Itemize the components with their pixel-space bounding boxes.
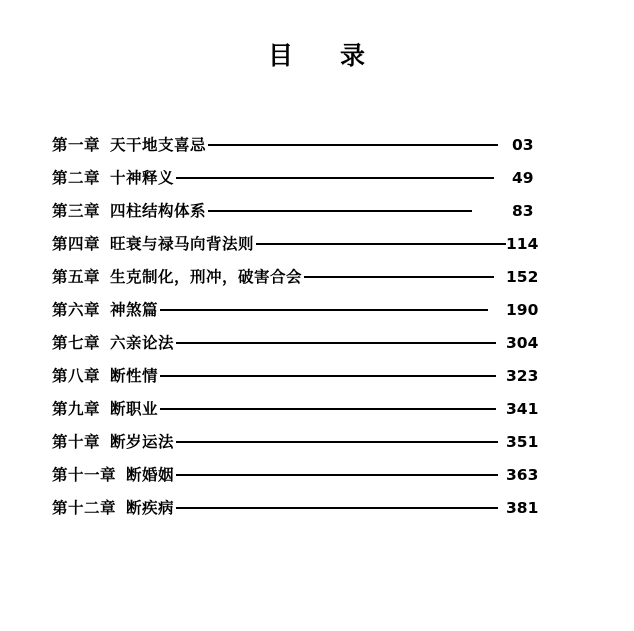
toc-chapter-label: 第九章 [52, 400, 101, 418]
toc-entry-title: 十神释义 [110, 169, 175, 187]
toc-chapter-label: 第十一章 [52, 466, 117, 484]
dot-leader [160, 309, 488, 310]
toc-page-number: 03 [512, 136, 534, 154]
toc-chapter-label: 第七章 [52, 334, 101, 352]
toc-page-number: 351 [506, 433, 539, 451]
dot-leader [160, 375, 496, 376]
toc-chapter-label: 第八章 [52, 367, 101, 385]
toc-entry[interactable] [52, 232, 540, 265]
toc-entry-title: 断职业 [110, 400, 159, 418]
dot-leader [176, 177, 494, 178]
page-title [0, 36, 634, 72]
toc-entry-title: 旺衰与禄马向背法则 [110, 235, 255, 253]
toc-chapter-label: 第三章 [52, 202, 101, 220]
toc-entry[interactable] [52, 265, 540, 298]
toc-page-number: 363 [506, 466, 539, 484]
toc-chapter-label: 第一章 [52, 136, 101, 154]
toc-page-number: 114 [506, 235, 539, 253]
toc-entry[interactable] [52, 397, 540, 430]
toc-entry-title: 断疾病 [126, 499, 175, 517]
toc-entry-title: 神煞篇 [110, 301, 159, 319]
dot-leader [208, 210, 472, 211]
dot-leader [176, 507, 498, 508]
toc-page-number: 49 [512, 169, 534, 187]
page-title-char-2: 录 [340, 41, 367, 70]
toc-entry-title: 生克制化，刑冲，破害合会 [110, 268, 303, 286]
dot-leader [176, 342, 496, 343]
toc-entry-title: 天干地支喜忌 [110, 136, 207, 154]
toc-page-number: 190 [506, 301, 539, 319]
toc-page-number: 341 [506, 400, 539, 418]
toc-entry[interactable] [52, 463, 540, 496]
toc-page-number: 152 [506, 268, 539, 286]
toc-entry[interactable] [52, 298, 540, 331]
toc-entry-title: 六亲论法 [110, 334, 175, 352]
toc-chapter-label: 第四章 [52, 235, 101, 253]
toc-entry[interactable] [52, 166, 540, 199]
toc-entry[interactable] [52, 331, 540, 364]
dot-leader [304, 276, 494, 277]
dot-leader [208, 144, 498, 145]
toc-page-number: 304 [506, 334, 539, 352]
toc-chapter-label: 第二章 [52, 169, 101, 187]
dot-leader [176, 474, 498, 475]
toc-entry[interactable] [52, 430, 540, 463]
toc-chapter-label: 第十二章 [52, 499, 117, 517]
toc-chapter-label: 第六章 [52, 301, 101, 319]
toc-entry[interactable] [52, 496, 540, 529]
toc-page-number: 323 [506, 367, 539, 385]
toc-entry[interactable] [52, 199, 540, 232]
dot-leader [160, 408, 496, 409]
toc-chapter-label: 第五章 [52, 268, 101, 286]
toc-page-number: 381 [506, 499, 539, 517]
toc-page-number: 83 [512, 202, 534, 220]
table-of-contents [52, 133, 540, 529]
dot-leader [256, 243, 506, 244]
toc-entry-title: 四柱结构体系 [110, 202, 207, 220]
dot-leader [176, 441, 498, 442]
toc-entry-title: 断岁运法 [110, 433, 175, 451]
toc-entry-title: 断性情 [110, 367, 159, 385]
toc-entry[interactable] [52, 364, 540, 397]
toc-entry[interactable] [52, 133, 540, 166]
toc-chapter-label: 第十章 [52, 433, 101, 451]
page-title-char-1: 目 [267, 41, 294, 70]
toc-entry-title: 断婚姻 [126, 466, 175, 484]
